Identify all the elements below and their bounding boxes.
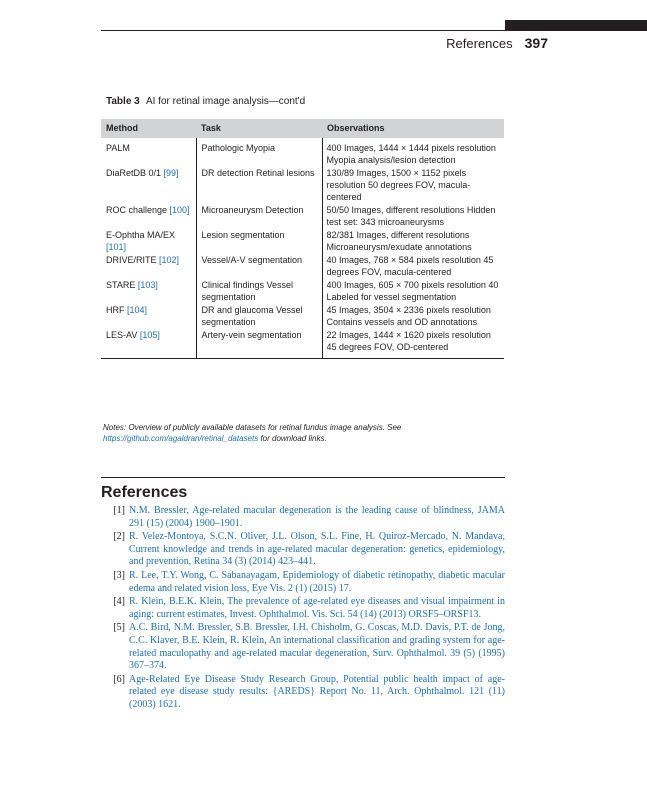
citation-link[interactable]: [101] bbox=[106, 241, 127, 252]
reference-link[interactable]: R. Velez-Montoya, S.C.N. Oliver, J.L. Olson, S.L. Fine, H. Quiroz-Mercado, N. Mandava, Current knowledge and trends in age-related macular degeneration: genetics, epidemiology, and prevention, Retina 34 (3) (2014) 423–441. bbox=[129, 531, 505, 568]
reference-link[interactable]: R. Lee, T.Y. Wong, C. Sabanayagam, Epidemiology of diabetic retinopathy, diabetic macular edema and related vision loss, Eye Vis. 2 (1) (2015) 17. bbox=[129, 569, 505, 594]
column-header-method: Method bbox=[101, 119, 196, 138]
reference-item bbox=[101, 674, 505, 712]
method-cell: PALM bbox=[106, 143, 130, 153]
references-rule bbox=[101, 477, 505, 478]
citation-link[interactable]: [104] bbox=[127, 305, 148, 316]
reference-number: [3] bbox=[113, 569, 125, 581]
task-cell: Pathologic Myopia bbox=[196, 138, 322, 168]
table-row bbox=[101, 205, 504, 230]
references-heading: References bbox=[101, 484, 188, 501]
header-rule bbox=[101, 30, 647, 31]
task-cell: Microaneurysm Detection bbox=[196, 205, 322, 230]
header-bar bbox=[505, 20, 647, 30]
citation-link[interactable]: [102] bbox=[159, 255, 180, 266]
task-cell: DR detection Retinal lesions bbox=[196, 168, 322, 205]
table-label: Table 3 bbox=[106, 96, 140, 107]
citation-link[interactable]: [103] bbox=[137, 280, 158, 291]
method-cell: STARE [103] bbox=[106, 280, 158, 291]
observations-cell: 40 Images, 768 × 584 pixels resolution 45 degrees FOV, macula-centered bbox=[322, 255, 504, 280]
method-cell: HRF [104] bbox=[106, 305, 148, 316]
datasets-table bbox=[101, 119, 504, 359]
reference-item bbox=[101, 531, 505, 569]
observations-cell: 82/381 Images, different resolutions Microaneurysm/exudate annotations bbox=[322, 230, 504, 255]
table-row bbox=[101, 305, 504, 330]
method-cell: DRIVE/RITE [102] bbox=[106, 255, 180, 266]
observations-cell: 22 Images, 1444 × 1620 pixels resolution 45 degrees FOV, OD-centered bbox=[322, 330, 504, 358]
observations-cell: 50/50 Images, different resolutions Hidden test set: 343 microaneurysms bbox=[322, 205, 504, 230]
table-notes: Notes: Overview of publicly available datasets for retinal fundus image analysis. See https://github.com/agaldran/retinal_datasets for download links. bbox=[103, 423, 402, 443]
table-caption bbox=[106, 96, 305, 107]
reference-link[interactable]: N.M. Bressler, Age-related macular degeneration is the leading cause of blindness, JAMA 291 (15) (2004) 1900–1901. bbox=[129, 505, 505, 529]
observations-cell: 45 Images, 3504 × 2336 pixels resolution Contains vessels and OD annotations bbox=[322, 305, 504, 330]
reference-number: [2] bbox=[113, 531, 125, 543]
task-cell: DR and glaucoma Vessel segmentation bbox=[196, 305, 322, 330]
reference-item bbox=[101, 622, 505, 672]
column-header-task: Task bbox=[196, 119, 322, 138]
reference-item bbox=[101, 596, 505, 621]
reference-link[interactable]: A.C. Bird, N.M. Bressler, S.B. Bressler, I.H. Chisholm, G. Coscas, M.D. Davis, P.T. de Jong, C.C. Klaver, B.E. Klein, R. Klein, An international classification and grading system for age-related maculopathy and age-related macular degeneration, Surv. Ophthalmol. 39 (5) (1995) 367–374. bbox=[129, 622, 505, 672]
page-number: 397 bbox=[524, 35, 548, 51]
observations-cell: 400 Images, 1444 × 1444 pixels resolution Myopia analysis/lesion detection bbox=[322, 138, 504, 168]
table-row bbox=[101, 255, 504, 280]
citation-link[interactable]: [99] bbox=[163, 168, 179, 179]
method-cell: E-Ophtha MA/EX [101] bbox=[106, 230, 176, 252]
reference-item bbox=[101, 570, 505, 595]
citation-link[interactable]: [100] bbox=[169, 204, 190, 215]
table-row bbox=[101, 280, 504, 305]
method-cell: ROC challenge [100] bbox=[106, 204, 190, 215]
section-title: References bbox=[446, 36, 513, 51]
citation-link[interactable]: [105] bbox=[139, 330, 160, 341]
task-cell: Lesion segmentation bbox=[196, 230, 322, 255]
method-cell: LES-AV [105] bbox=[106, 330, 160, 341]
running-head bbox=[446, 35, 548, 51]
column-header-observations: Observations bbox=[322, 119, 504, 138]
dataset-link[interactable]: https://github.com/agaldran/retinal_datasets bbox=[103, 433, 259, 443]
table-row bbox=[101, 230, 504, 255]
reference-link[interactable]: Age-Related Eye Disease Study Research Group, Potential public health impact of age-related eye disease study results: {AREDS} Report No. 11, Arch. Ophthalmol. 121 (11) (2003) 1621. bbox=[129, 673, 505, 710]
reference-number: [6] bbox=[113, 673, 125, 685]
observations-cell: 400 Images, 605 × 700 pixels resolution 40 Labeled for vessel segmentation bbox=[322, 280, 504, 305]
task-cell: Clinical findings Vessel segmentation bbox=[196, 280, 322, 305]
observations-cell: 130/89 Images, 1500 × 1152 pixels resolution 50 degrees FOV, macula-centered bbox=[322, 168, 504, 205]
method-cell: DiaRetDB 0/1 [99] bbox=[106, 168, 179, 179]
table-row bbox=[101, 138, 504, 168]
reference-item bbox=[101, 505, 505, 530]
table-title: AI for retinal image analysis—cont'd bbox=[145, 96, 306, 107]
reference-number: [5] bbox=[113, 622, 125, 634]
table-row bbox=[101, 168, 504, 205]
task-cell: Artery-vein segmentation bbox=[196, 330, 322, 358]
table-header-row bbox=[101, 119, 504, 138]
task-cell: Vessel/A-V segmentation bbox=[196, 255, 322, 280]
reference-number: [1] bbox=[113, 505, 125, 516]
table-row bbox=[101, 330, 504, 358]
reference-link[interactable]: R. Klein, B.E.K. Klein, The prevalence of age-related eye diseases and visual impairment in aging: current estimates, Invest. Ophthalmol. Vis. Sci. 54 (14) (2013) ORSF5–ORSF13. bbox=[129, 596, 505, 620]
reference-number: [4] bbox=[113, 596, 125, 608]
references-list bbox=[101, 505, 505, 713]
